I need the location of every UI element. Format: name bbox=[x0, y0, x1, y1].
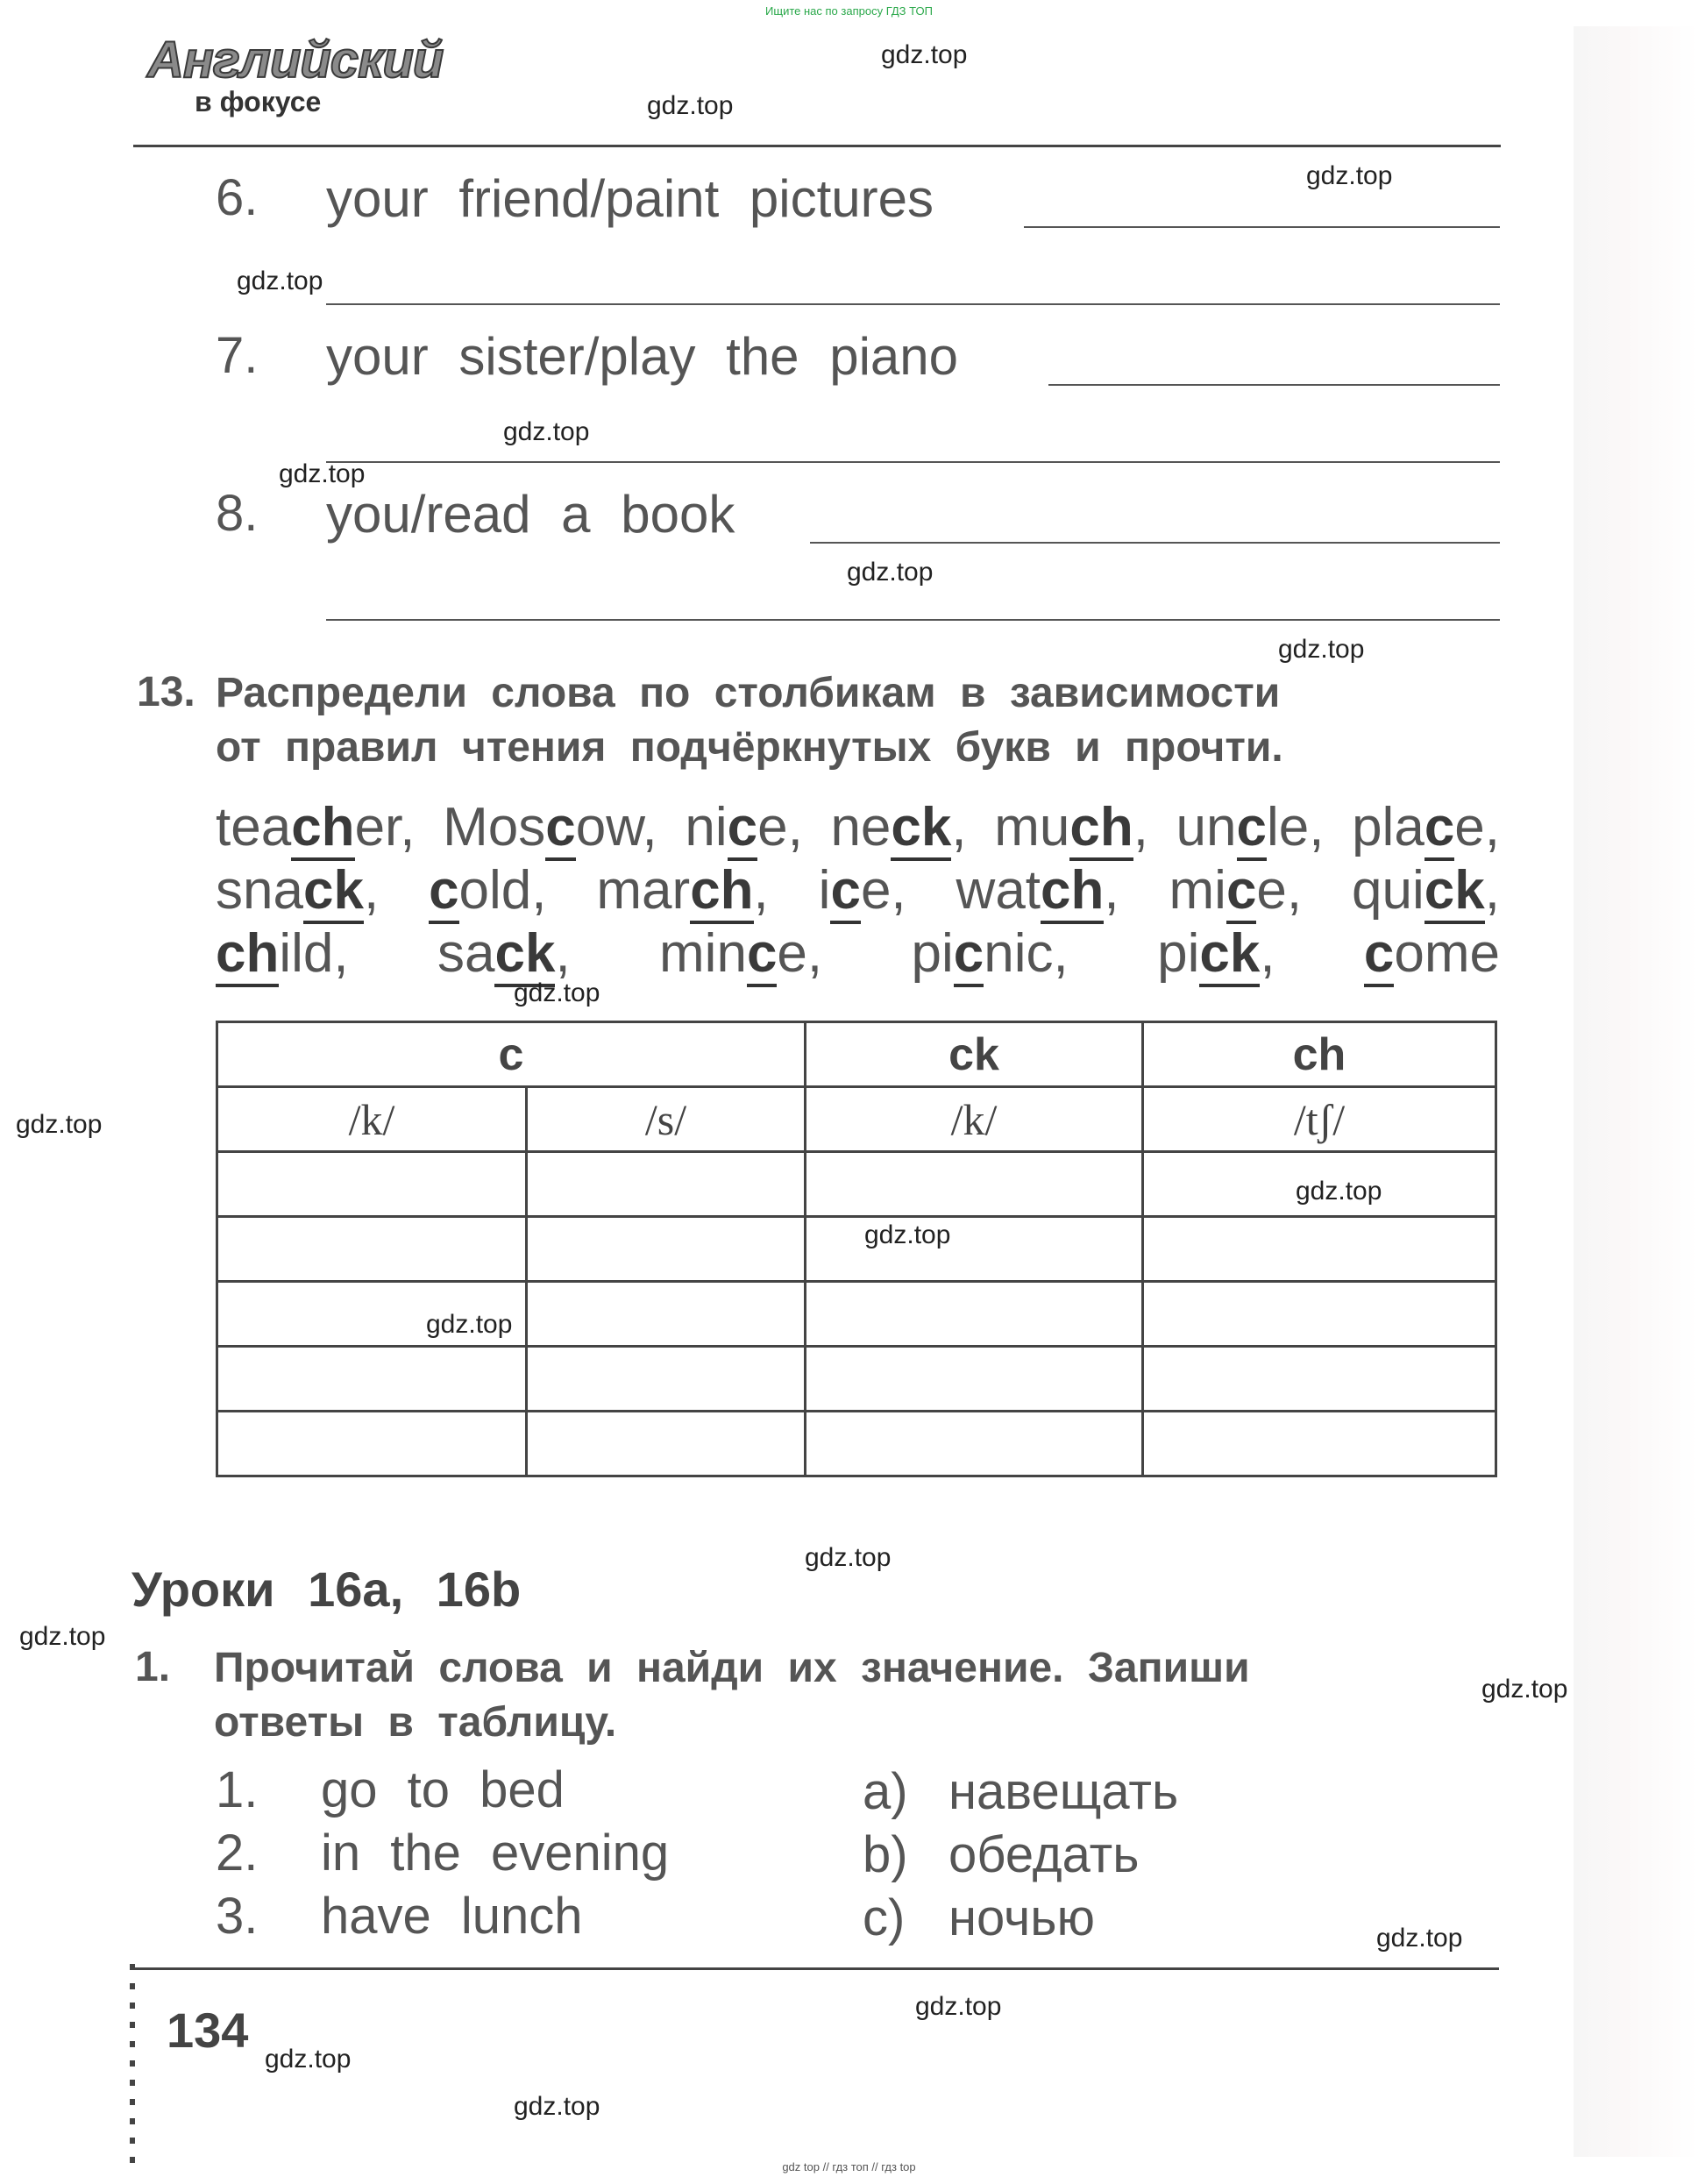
column-header-c: c bbox=[217, 1022, 806, 1087]
sound-table bbox=[216, 1021, 1497, 1477]
phonetic-header: /tʃ/ bbox=[1142, 1087, 1496, 1152]
underlined-letters: c bbox=[728, 797, 757, 861]
answer-cell[interactable] bbox=[1142, 1412, 1496, 1476]
watermark: gdz.top bbox=[805, 1543, 892, 1572]
item-text: you/read a book bbox=[326, 485, 735, 544]
word-item: place, bbox=[1352, 797, 1500, 861]
watermark: gdz.top bbox=[915, 1992, 1002, 2021]
word-item: nice, bbox=[685, 797, 802, 861]
underlined-letters: c bbox=[1226, 860, 1256, 924]
translation-text: обедать bbox=[948, 1826, 1140, 1883]
answer-line[interactable] bbox=[1024, 226, 1500, 228]
task-instruction-line: от правил чтения подчёркнутых букв и прочти. bbox=[216, 724, 1283, 771]
vocab-phrase: in the evening bbox=[321, 1825, 670, 1882]
underlined-letters: ch bbox=[1041, 860, 1104, 924]
table-row bbox=[217, 1347, 1496, 1412]
answer-cell[interactable] bbox=[806, 1412, 1143, 1476]
answer-cell[interactable] bbox=[806, 1217, 1143, 1282]
translation-letter: a) bbox=[863, 1763, 908, 1820]
watermark: gdz.top bbox=[1481, 1675, 1568, 1704]
item-number: 6. bbox=[216, 169, 259, 226]
answer-cell[interactable] bbox=[527, 1152, 806, 1217]
watermark: gdz.top bbox=[647, 91, 734, 120]
underlined-letters: ck bbox=[494, 923, 555, 987]
vocab-number: 3. bbox=[216, 1888, 259, 1945]
watermark: gdz.top bbox=[16, 1110, 103, 1139]
task-instruction-line: Прочитай слова и найди их значение. Запиши bbox=[214, 1645, 1250, 1691]
word-item: march, bbox=[596, 860, 768, 924]
watermark: gdz.top bbox=[503, 417, 590, 446]
translation-letter: c) bbox=[863, 1889, 906, 1946]
task-number: 13. bbox=[137, 669, 195, 715]
word-item: teacher, bbox=[216, 797, 416, 861]
underlined-letters: ch bbox=[690, 860, 753, 924]
answer-cell[interactable] bbox=[527, 1282, 806, 1347]
answer-cell[interactable] bbox=[806, 1347, 1143, 1412]
item-text: your sister/play the piano bbox=[326, 327, 959, 386]
word-item: child, bbox=[216, 923, 349, 987]
word-item: pick, bbox=[1157, 923, 1275, 987]
watermark: gdz.top bbox=[514, 2092, 600, 2121]
word-item: cold, bbox=[429, 860, 546, 924]
phonetic-header: /s/ bbox=[527, 1087, 806, 1152]
translation-letter: b) bbox=[863, 1826, 908, 1883]
page-number: 134 bbox=[167, 2003, 249, 2058]
word-item: picnic, bbox=[912, 923, 1069, 987]
answer-cell[interactable] bbox=[217, 1412, 527, 1476]
vocab-phrase: go to bed bbox=[321, 1761, 565, 1818]
word-list bbox=[216, 796, 1500, 985]
watermark: gdz.top bbox=[237, 267, 323, 295]
item-number: 7. bbox=[216, 327, 259, 384]
answer-cell[interactable] bbox=[1142, 1217, 1496, 1282]
answer-cell[interactable] bbox=[217, 1152, 527, 1217]
vocab-number: 2. bbox=[216, 1825, 259, 1882]
watermark: gdz.top bbox=[1278, 635, 1365, 664]
page-edge bbox=[1574, 26, 1698, 2157]
answer-cell[interactable] bbox=[217, 1217, 527, 1282]
watermark: gdz.top bbox=[426, 1310, 513, 1339]
answer-cell[interactable] bbox=[527, 1217, 806, 1282]
word-item: much, bbox=[994, 797, 1148, 861]
binding-dots bbox=[130, 1964, 135, 2166]
underlined-letters: ck bbox=[303, 860, 364, 924]
underlined-letters: c bbox=[1424, 797, 1454, 861]
watermark: gdz.top bbox=[19, 1622, 106, 1651]
underlined-letters: ck bbox=[1199, 923, 1260, 987]
watermark: gdz.top bbox=[847, 558, 934, 587]
table-row bbox=[217, 1282, 1496, 1347]
vocab-phrase: have lunch bbox=[321, 1888, 583, 1945]
underlined-letters: c bbox=[429, 860, 458, 924]
bottom-banner[interactable]: gdz top // гдз топ // гдз top bbox=[782, 2160, 916, 2173]
answer-line[interactable] bbox=[326, 303, 1500, 305]
answer-cell[interactable] bbox=[527, 1347, 806, 1412]
item-number: 8. bbox=[216, 485, 259, 542]
lesson-title: Уроки 16a, 16b bbox=[131, 1562, 522, 1617]
book-logo-title: Английский bbox=[147, 32, 444, 89]
footer-rule bbox=[131, 1967, 1499, 1970]
answer-cell[interactable] bbox=[1142, 1282, 1496, 1347]
top-banner[interactable]: Ищите нас по запросу ГДЗ ТОП bbox=[765, 4, 933, 18]
header-rule bbox=[133, 145, 1501, 147]
watermark: gdz.top bbox=[279, 459, 366, 488]
item-text: your friend/paint pictures bbox=[326, 169, 934, 228]
column-header-ck: ck bbox=[806, 1022, 1143, 1087]
watermark: gdz.top bbox=[881, 40, 968, 69]
answer-line[interactable] bbox=[1048, 384, 1500, 386]
answer-cell[interactable] bbox=[806, 1282, 1143, 1347]
underlined-letters: c bbox=[830, 860, 860, 924]
column-header-ch: ch bbox=[1142, 1022, 1496, 1087]
underlined-letters: ch bbox=[1069, 797, 1133, 861]
watermark: gdz.top bbox=[1376, 1924, 1463, 1953]
underlined-letters: c bbox=[1364, 923, 1394, 987]
underlined-letters: ck bbox=[1424, 860, 1485, 924]
word-item: ice, bbox=[819, 860, 906, 924]
answer-line[interactable] bbox=[326, 619, 1500, 621]
underlined-letters: c bbox=[1237, 797, 1267, 861]
word-item: neck, bbox=[830, 797, 966, 861]
underlined-letters: c bbox=[954, 923, 984, 987]
table-row bbox=[217, 1412, 1496, 1476]
word-item: mice, bbox=[1169, 860, 1303, 924]
underlined-letters: ck bbox=[891, 797, 951, 861]
watermark: gdz.top bbox=[1296, 1177, 1382, 1206]
word-item: Moscow, bbox=[443, 797, 657, 861]
watermark: gdz.top bbox=[265, 2045, 352, 2074]
task-instruction-line: Распредели слова по столбикам в зависимости bbox=[216, 670, 1281, 716]
task-instruction-line: ответы в таблицу. bbox=[214, 1699, 617, 1746]
underlined-letters: c bbox=[545, 797, 575, 861]
answer-line[interactable] bbox=[810, 542, 1500, 544]
task-number: 1. bbox=[135, 1644, 171, 1690]
vocab-number: 1. bbox=[216, 1761, 259, 1818]
book-logo-subtitle: в фокусе bbox=[195, 86, 322, 117]
answer-cell[interactable] bbox=[1142, 1347, 1496, 1412]
watermark: gdz.top bbox=[1306, 161, 1393, 190]
word-item: sack, bbox=[437, 923, 571, 987]
table-row bbox=[217, 1217, 1496, 1282]
underlined-letters: ch bbox=[216, 923, 279, 987]
answer-line[interactable] bbox=[326, 461, 1500, 463]
word-item: quick, bbox=[1352, 860, 1500, 924]
word-item: uncle, bbox=[1176, 797, 1325, 861]
phonetic-header: /k/ bbox=[217, 1087, 527, 1152]
translation-text: навещать bbox=[948, 1763, 1179, 1820]
watermark: gdz.top bbox=[864, 1220, 951, 1249]
phonetic-header: /k/ bbox=[806, 1087, 1143, 1152]
watermark: gdz.top bbox=[514, 978, 600, 1007]
answer-cell[interactable] bbox=[527, 1412, 806, 1476]
answer-cell[interactable] bbox=[217, 1347, 527, 1412]
word-item: watch, bbox=[956, 860, 1119, 924]
underlined-letters: ch bbox=[291, 797, 354, 861]
translation-text: ночью bbox=[948, 1889, 1095, 1946]
word-item: come bbox=[1364, 923, 1500, 987]
answer-cell[interactable] bbox=[806, 1152, 1143, 1217]
underlined-letters: c bbox=[747, 923, 777, 987]
word-item: mince, bbox=[659, 923, 822, 987]
word-item: snack, bbox=[216, 860, 379, 924]
